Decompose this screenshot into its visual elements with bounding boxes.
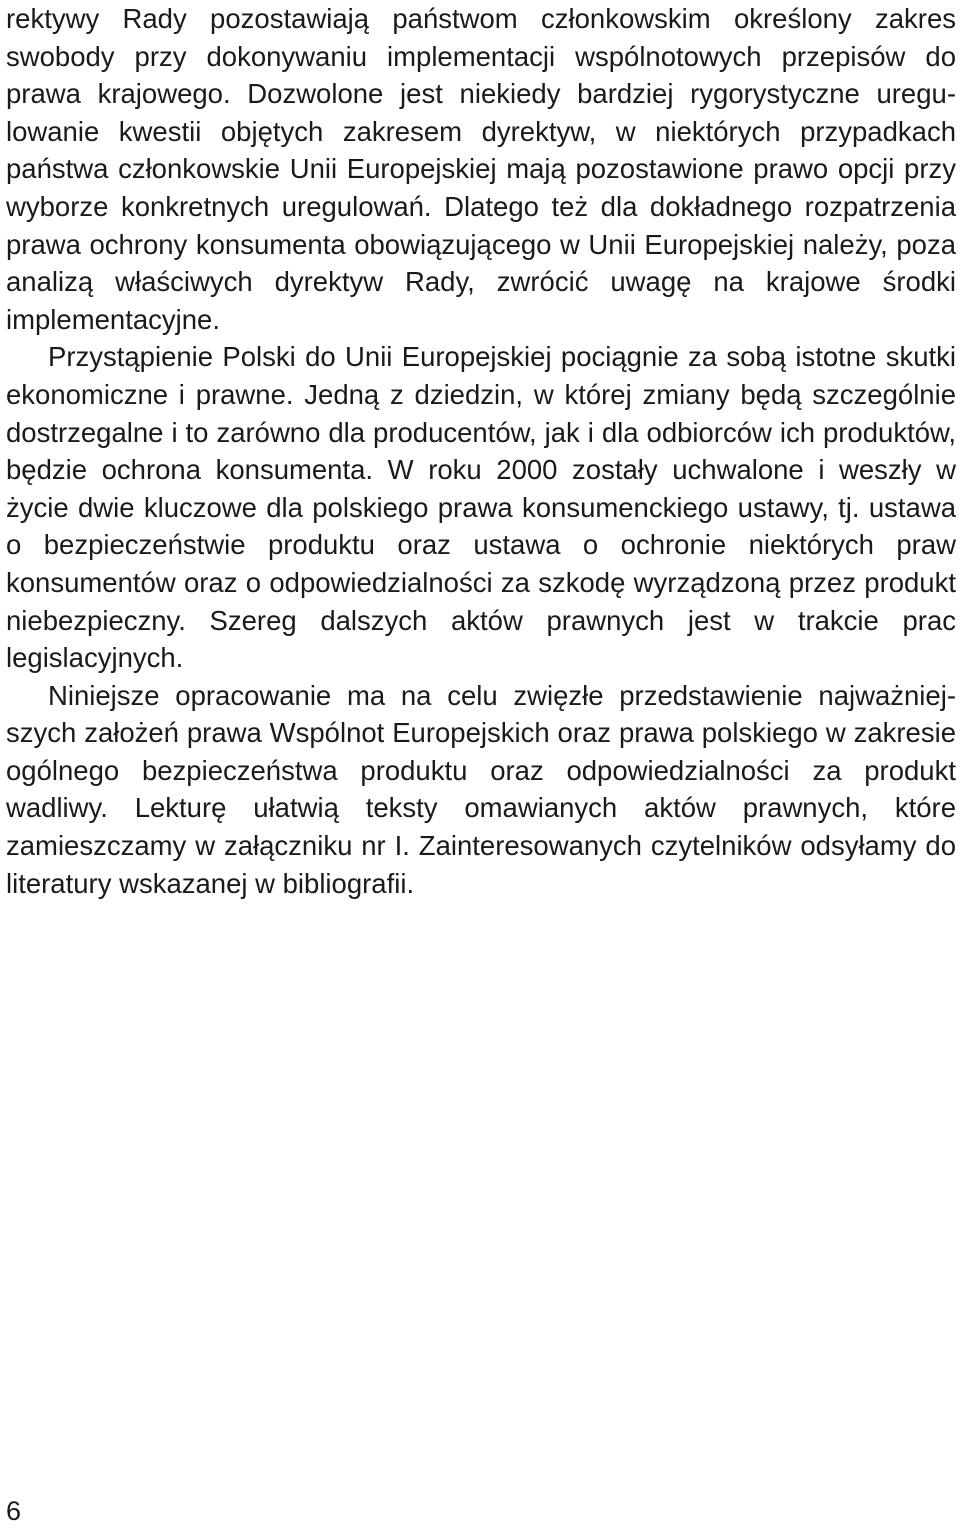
page-number: 6 — [6, 1496, 22, 1526]
body-text — [6, 0, 956, 902]
paragraph-accession: Przystąpienie Polski do Unii Europejskiej pociągnie za sobą istotne skutki ekonomiczne i prawne. Jedną z dziedzin, w której zmiany będą szczególnie dostrzegalne i to zarówno dla producentów, jak i dla odbiorców ich produktów, będzie ochrona konsumenta. W roku 2000 zostały uchwalone i weszły w życie dwie kluczowe dla polskiego prawa konsumenckiego ustawy, tj. ustawa o bezpieczeństwie produktu oraz ustawa o ochronie niektórych praw konsumentów oraz o odpowiedzialności za szkodę wyrządzoną przez produkt niebezpieczny. Szereg dalszych aktów prawnych jest w trakcie prac legislacyjnych. — [6, 341, 956, 674]
paragraph-purpose: Niniejsze opracowanie ma na celu zwięzłe przedstawienie najważniejszych założeń prawa Wspólnot Europejskich oraz prawa polskiego w zakresie ogólnego bezpieczeństwa produktu oraz odpowiedzialności za produkt wadliwy. Lekturę ułatwią teksty omawianych aktów prawnych, które zamieszczamy w załączniku nr I. Zainteresowanych czytelników odsyłamy do literatury wskazanej w bibliografii. — [6, 679, 956, 899]
paragraph-continuation: rektywy Rady pozostawiają państwom członkowskim określony zakres swobody przy dokonywaniu implementacji wspólnotowych przepisów do prawa krajowego. Dozwolone jest niekiedy bardziej rygorystyczne uregulowanie kwestii objętych zakresem dyrektyw, w niektórych przypadkach państwa członkowskie Unii Europejskiej mają pozostawione prawo opcji przy wyborze konkretnych uregulowań. Dlatego też dla dokładnego rozpatrzenia prawa ochrony konsumenta obowiązującego w Unii Europejskiej należy, poza analizą właściwych dyrektyw Rady, zwrócić uwagę na krajowe środki implementacyjne. — [6, 3, 956, 335]
document-page — [6, 0, 956, 1529]
